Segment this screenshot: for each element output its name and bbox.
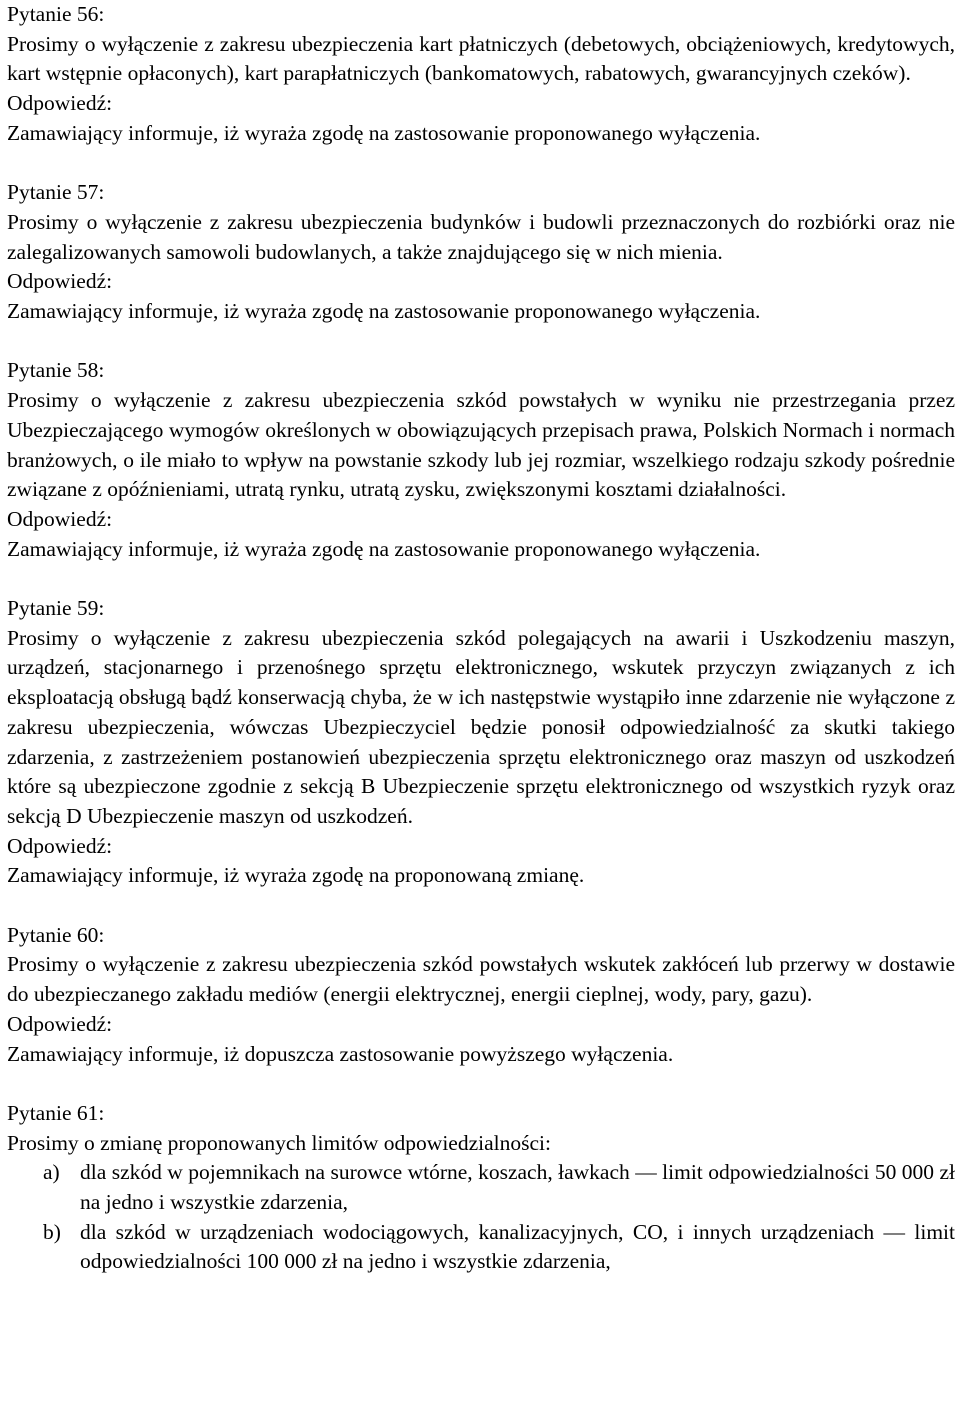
answer-text: Zamawiający informuje, iż wyraża zgodę na zastosowanie proponowanego wyłączenia. [7,536,761,561]
list-item [7,1218,955,1277]
question-heading: Pytanie 58: [7,358,105,383]
list-item [7,1158,955,1217]
question-59 [7,594,955,891]
question-heading: Pytanie 61: [7,1100,105,1125]
list-item-text: dla szkód w urządzeniach wodociągowych, kanalizacyjnych, CO, i innych urządzeniach — limit odpowiedzialności 100 000 zł na jedno i wszystkie zdarzenia, [80,1219,955,1274]
answer-text: Zamawiający informuje, iż wyraża zgodę na zastosowanie proponowanego wyłączenia. [7,120,761,145]
answer-text: Zamawiający informuje, iż dopuszcza zastosowanie powyższego wyłączenia. [7,1041,674,1066]
limits-list [7,1158,955,1277]
question-60 [7,921,955,1070]
answer-label: Odpowiedź: [7,506,113,531]
answer-label: Odpowiedź: [7,833,113,858]
question-58 [7,356,955,564]
list-marker: a) [43,1160,60,1185]
question-56 [7,0,955,149]
list-item-text: dla szkód w pojemnikach na surowce wtórne, koszach, ławkach — limit odpowiedzialności 50 000 zł na jedno i wszystkie zdarzenia, [80,1160,955,1215]
question-body: Prosimy o wyłączenie z zakresu ubezpieczenia budynków i budowli przeznaczonych do rozbiórki oraz nie zalegalizowanych samowoli budowlanych, a także znajdującego się w nich mienia. [7,209,955,264]
answer-label: Odpowiedź: [7,91,113,116]
question-body: Prosimy o wyłączenie z zakresu ubezpieczenia kart płatniczych (debetowych, obciążeniowych, kredytowych, kart wstępnie opłaconych), kart parapłatniczych (bankomatowych, rabatowych, gwarancyjnych czeków). [7,31,955,86]
question-body: Prosimy o zmianę proponowanych limitów odpowiedzialności: [7,1130,551,1155]
question-heading: Pytanie 56: [7,2,105,26]
question-heading: Pytanie 60: [7,922,105,947]
question-body: Prosimy o wyłączenie z zakresu ubezpieczenia szkód polegających na awarii i Uszkodzeniu maszyn, urządzeń, stacjonarnego i przenośnego sprzętu elektronicznego, wskutek przyczyn związanych z ich eksploatacją obsługą bądź konserwacją chyba, że w ich następstwie wystąpiło inne zdarzenie nie wyłączone z zakresu ubezpieczenia, wówczas Ubezpieczyciel będzie ponosił odpowiedzialność za skutki takiego zdarzenia, z zastrzeżeniem postanowień ubezpieczenia sprzętu elektronicznego oraz maszyn od uszkodzeń które są ubezpieczone zgodnie z sekcją B Ubezpieczenie sprzętu elektronicznego od wszystkich ryzyk oraz sekcją D Ubezpieczenie maszyn od uszkodzeń. [7,625,955,828]
question-heading: Pytanie 59: [7,596,105,621]
answer-label: Odpowiedź: [7,269,113,294]
question-57 [7,178,955,327]
answer-text: Zamawiający informuje, iż wyraża zgodę na zastosowanie proponowanego wyłączenia. [7,299,761,324]
list-marker: b) [43,1219,61,1244]
question-heading: Pytanie 57: [7,180,105,205]
question-61 [7,1099,955,1277]
answer-label: Odpowiedź: [7,1011,113,1036]
document [7,0,955,1307]
question-body: Prosimy o wyłączenie z zakresu ubezpieczenia szkód powstałych w wyniku nie przestrzegania przez Ubezpieczającego wymogów określonych w obowiązujących przepisach prawa, Polskich Normach i normach branżowych, o ile miało to wpływ na powstanie szkody lub jej rozmiar, wszelkiego rodzaju szkody pośrednie związane z opóźnieniami, utratą rynku, utratą zysku, zwiększonymi kosztami działalności. [7,388,955,502]
answer-text: Zamawiający informuje, iż wyraża zgodę na proponowaną zmianę. [7,863,585,888]
question-body: Prosimy o wyłączenie z zakresu ubezpieczenia szkód powstałych wskutek zakłóceń lub przerwy w dostawie do ubezpieczanego zakładu mediów (energii elektrycznej, energii cieplnej, wody, pary, gazu). [7,952,955,1007]
